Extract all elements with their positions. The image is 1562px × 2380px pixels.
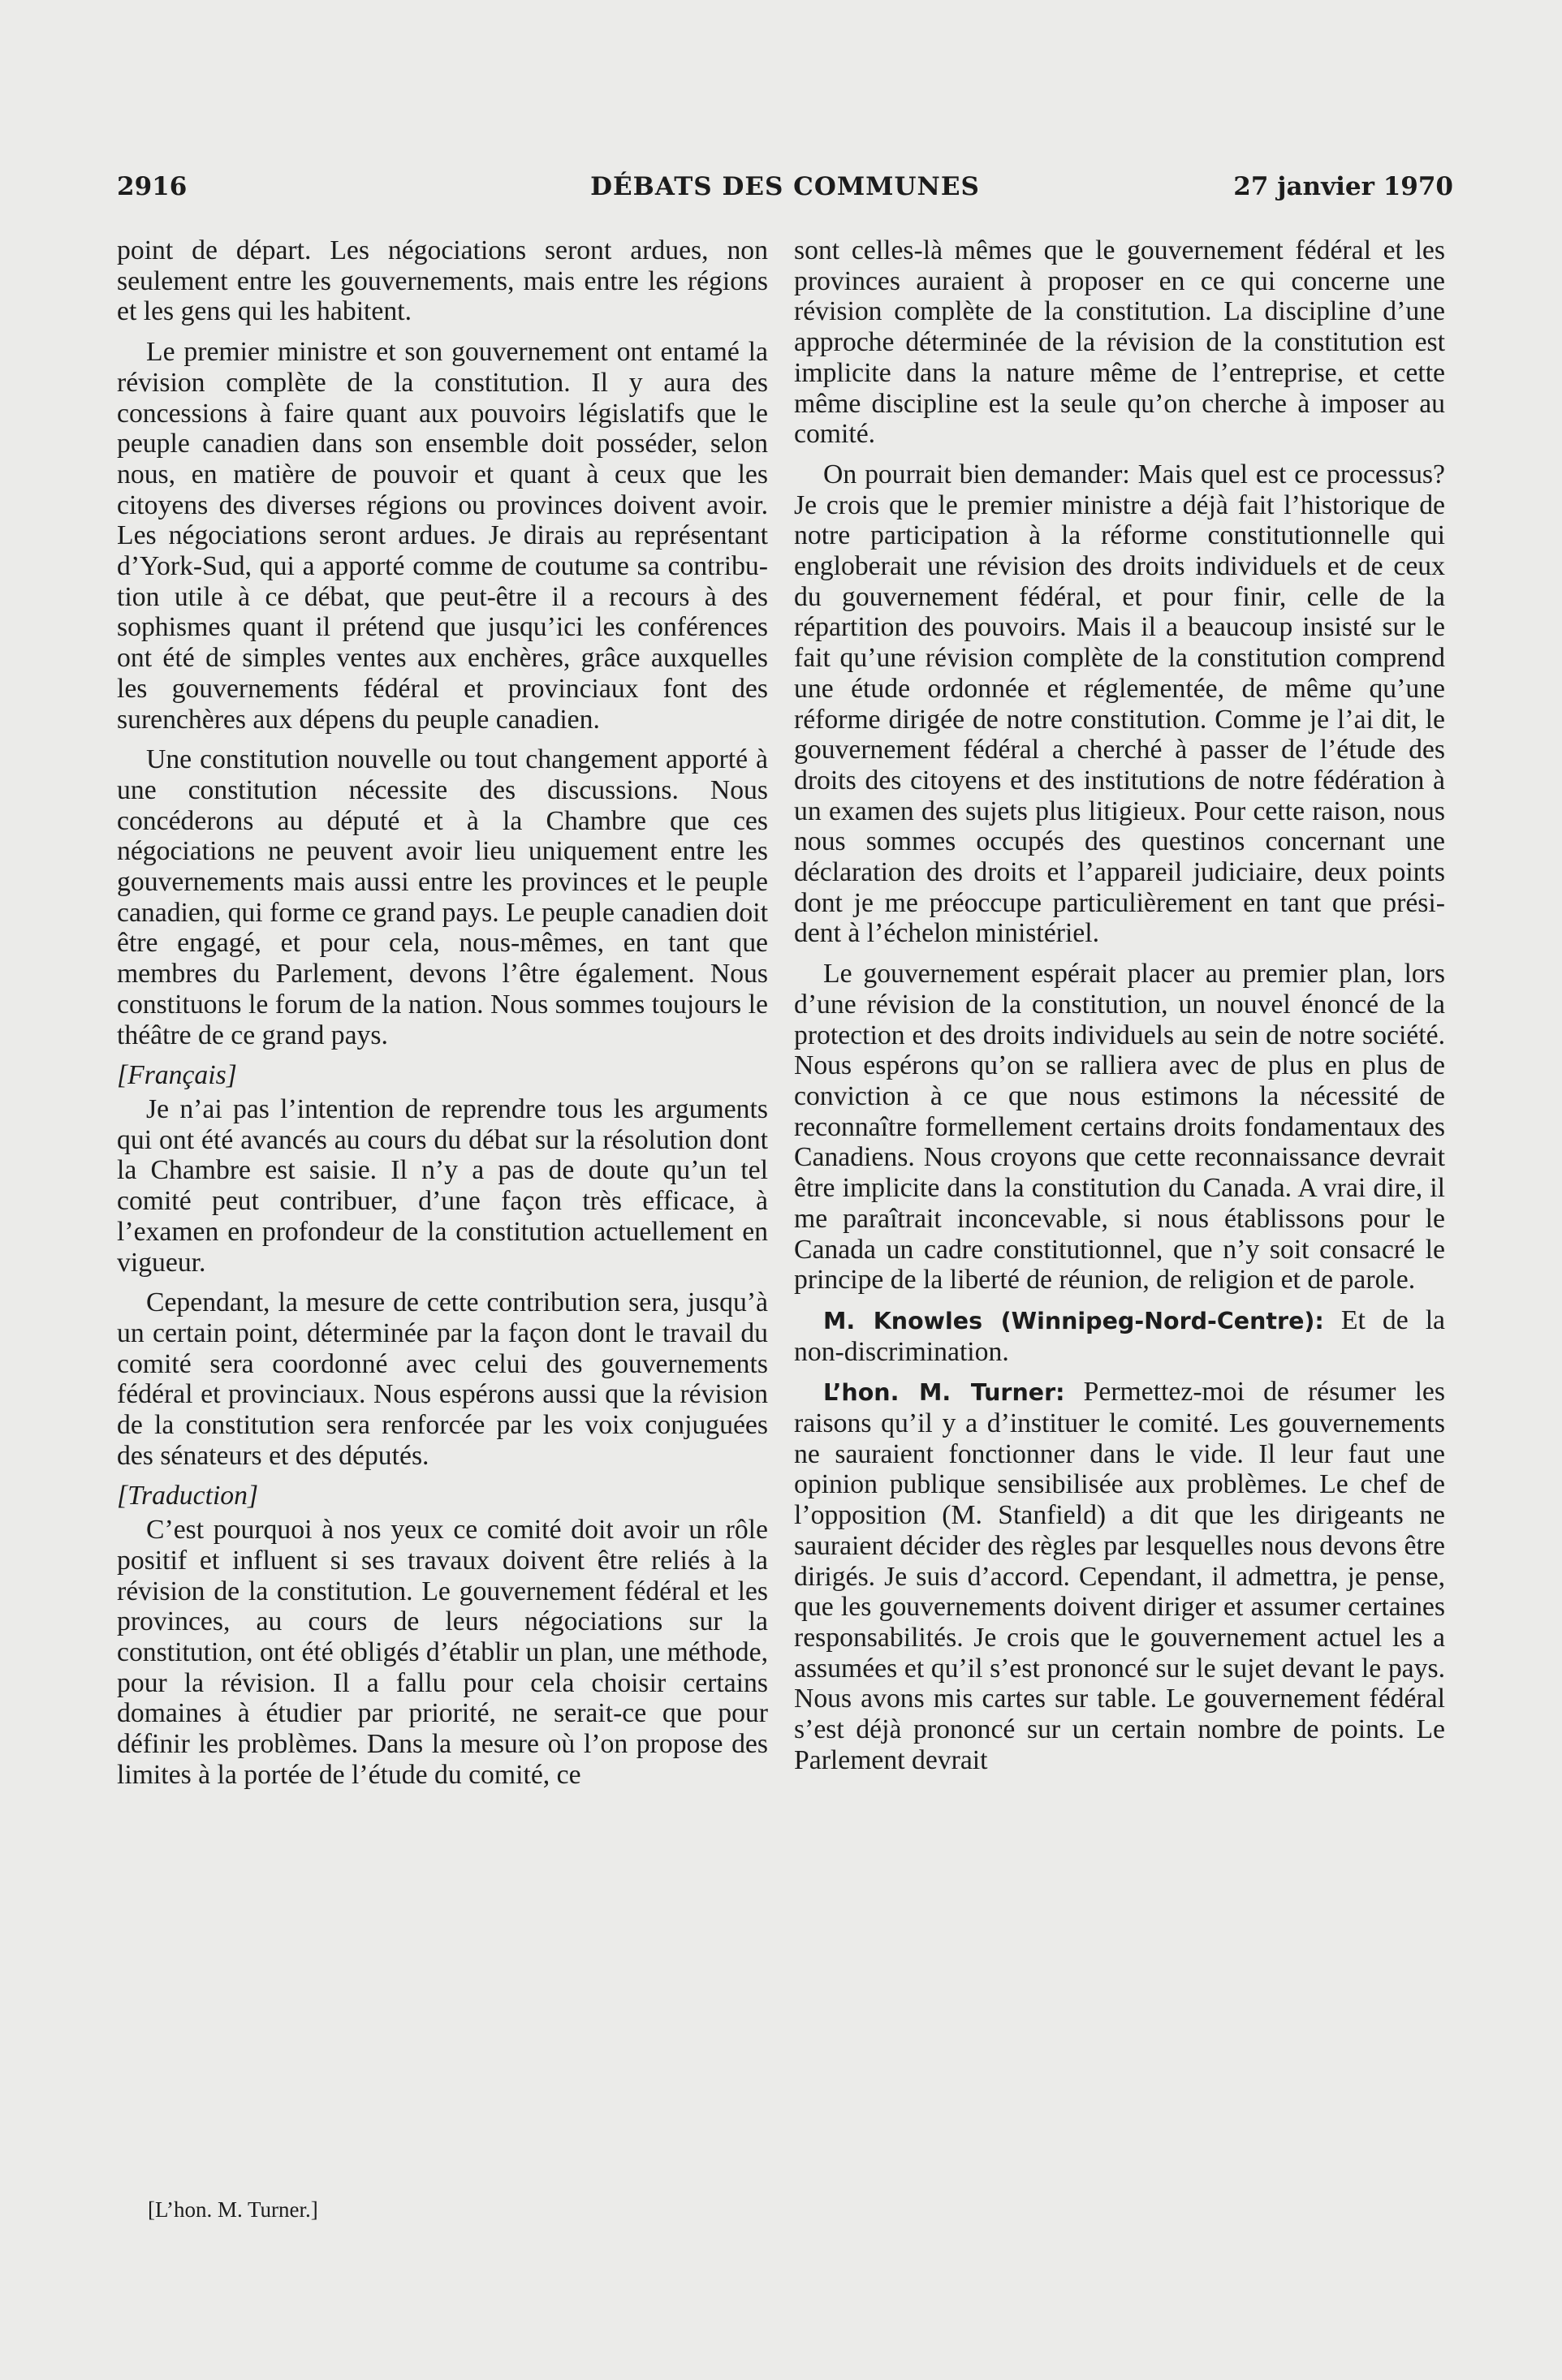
paragraph: On pourrait bien demander: Mais quel est ce processus? Je crois que le premier ministre a déjà fait l’historique de notre participation à la réforme constitutionnelle qui engloberait une révision des droits individuels et de ceux du gouvernement fédéral, et pour finir, celle de la répartition des pouvoirs. Mais il a beaucoup insisté sur le fait qu’une révision complète de la constitution comprend une étude ordonnée et réglementée, de même qu’une réforme dirigée de notre constitution. Comme je l’ai dit, le gouvernement fédéral a cherché à passer de l’étude des droits des citoyens et des institutions de notre fédération à un examen des sujets plus litigieux. Pour cette raison, nous nous sommes occupés des questinos concernant une déclaration des droits et l’appareil judiciaire, deux points dont je me préoccupe particulièrement en tant que président à l’échelon ministériel. [794, 459, 1445, 949]
paragraph: Je n’ai pas l’intention de reprendre tous les arguments qui ont été avancés au cours du débat sur la résolution dont la Chambre est saisie. Il n’y a pas de doute qu’un tel comité peut contribuer, d’une façon très efficace, à l’examen en profondeur de la constitution actuellement en vigueur. [117, 1093, 768, 1278]
page-number: 2916 [117, 172, 188, 201]
speaker-paragraph [794, 1377, 1445, 1775]
paragraph: point de départ. Les négociations seront ardues, non seulement entre les gouvernements, mais entre les régions et les gens qui les habitent. [117, 235, 768, 327]
paragraph: sont celles-là mêmes que le gouvernement fédéral et les provinces auraient à proposer en ce qui concerne une révision complète de la constitution. La discipline d’une approche déterminée de la révision de la constitution est implicite dans la nature même de l’entreprise, et cette même discipline est la seule qu’on cherche à imposer au comité. [794, 235, 1445, 450]
page-footer: [L’hon. M. Turner.] [148, 2197, 318, 2222]
paragraph: Cependant, la mesure de cette contribution sera, jusqu’à un certain point, déterminée par la façon dont le travail du comité sera coordonné avec celui des gouvernements fédéral et provinciaux. Nous espérons aussi que la révision de la constitution sera renforcée par les voix conjuguées des sénateurs et des députés. [117, 1287, 768, 1471]
paragraph: Le premier ministre et son gouvernement ont entamé la révision complète de la constitution. Il y aura des concessions à faire quant aux pouvoirs législatifs que le peuple canadien dans son ensemble doit posséder, selon nous, en matière de pouvoir et quant à ceux que les citoyens des diverses régions ou provinces doivent avoir. Les négociations seront ardues. Je dirais au représentant d’York-Sud, qui a apporté comme de coutume sa contribution utile à ce débat, que peut-être il a recours à des sophismes quant il prétend que jusqu’ici les conférences ont été de simples ventes aux enchères, grâce auxquelles les gouvernements fédéral et provinciaux font des surenchères aux dépens du peuple canadien. [117, 337, 768, 735]
language-marker: [Traduction] [117, 1481, 259, 1511]
page-date: 27 janvier 1970 [1233, 172, 1453, 201]
paragraph: Une constitution nouvelle ou tout changement apporté à une constitution nécessite des discussions. Nous concéderons au député et à la Chambre que ces négociations ne peuvent avoir lieu uniquement entre les gouvernements mais aussi entre les provinces et le peuple canadien, qui forme ce grand pays. Le peuple canadien doit être engagé, et pour cela, nous-mêmes, en tant que membres du Parlement, devons l’être également. Nous constituons le forum de la nation. Nous sommes toujours le théâtre de ce grand pays. [117, 744, 768, 1050]
speech-text: Permettez-moi de résumer les raisons qu’il y a d’instituer le comité. Les gouvernements ne sauraient fonctionner dans le vide. Il leur faut une opinion publique sensibilisée aux problèmes. Le chef de l’opposition (M. Stanfield) a dit que les dirigeants ne sauraient décider des règles par lesquelles nous devons être dirigés. Je suis d’accord. Cependant, il admettra, je pense, que les gouvernements doivent diriger et assumer certaines responsabilités. Je crois que le gouvernement actuel les a assumées et qu’il s’est prononcé sur le sujet devant le pays. Nous avons mis cartes sur table. Le gouvernement fédéral s’est déjà prononcé sur un certain nombre de points. Le Parlement devrait [794, 1377, 1445, 1775]
speaker-paragraph [794, 1305, 1445, 1367]
page-title: DÉBATS DES COMMUNES [590, 172, 980, 201]
paragraph: Le gouvernement espérait placer au premier plan, lors d’une révision de la constitution, un nouvel énoncé de la protection et des droits individuels au sein de notre société. Nous espérons qu’on se ralliera avec de plus en plus de conviction à ce que nous estimons la nécessité de reconnaître formellement certains droits fondamentaux des Canadiens. Nous croyons que cette reconnaissance devrait être implicite dans la constitution du Canada. A vrai dire, il me paraîtrait inconcevable, si nous établissons pour le Canada un cadre constitutionnel, que n’y soit consacré le principe de la liberté de réunion, de religion et de parole. [794, 959, 1445, 1296]
left-column [117, 235, 768, 1800]
right-column [794, 235, 1445, 1785]
page-header [117, 172, 1453, 213]
speaker-name: M. Knowles (Winnipeg-Nord-Centre): [823, 1307, 1324, 1334]
speaker-name: L’hon. M. Turner: [823, 1379, 1065, 1407]
speech-text: Et de la non-discrimination. [794, 1304, 1446, 1367]
paragraph: C’est pourquoi à nos yeux ce comité doit avoir un rôle positif et influent si ses travaux doivent être reliés à la révision de la constitution. Le gouvernement fédéral et les provinces, au cours de leurs négociations sur la constitution, ont été obligés d’établir un plan, une méthode, pour la révision. Il a fallu pour cela choisir certains domaines à étudier par priorité, ne serait-ce que pour définir les problèmes. Dans la mesure où l’on propose des limites à la portée de l’étude du comité, ce [117, 1515, 768, 1790]
language-marker: [Français] [117, 1060, 237, 1091]
